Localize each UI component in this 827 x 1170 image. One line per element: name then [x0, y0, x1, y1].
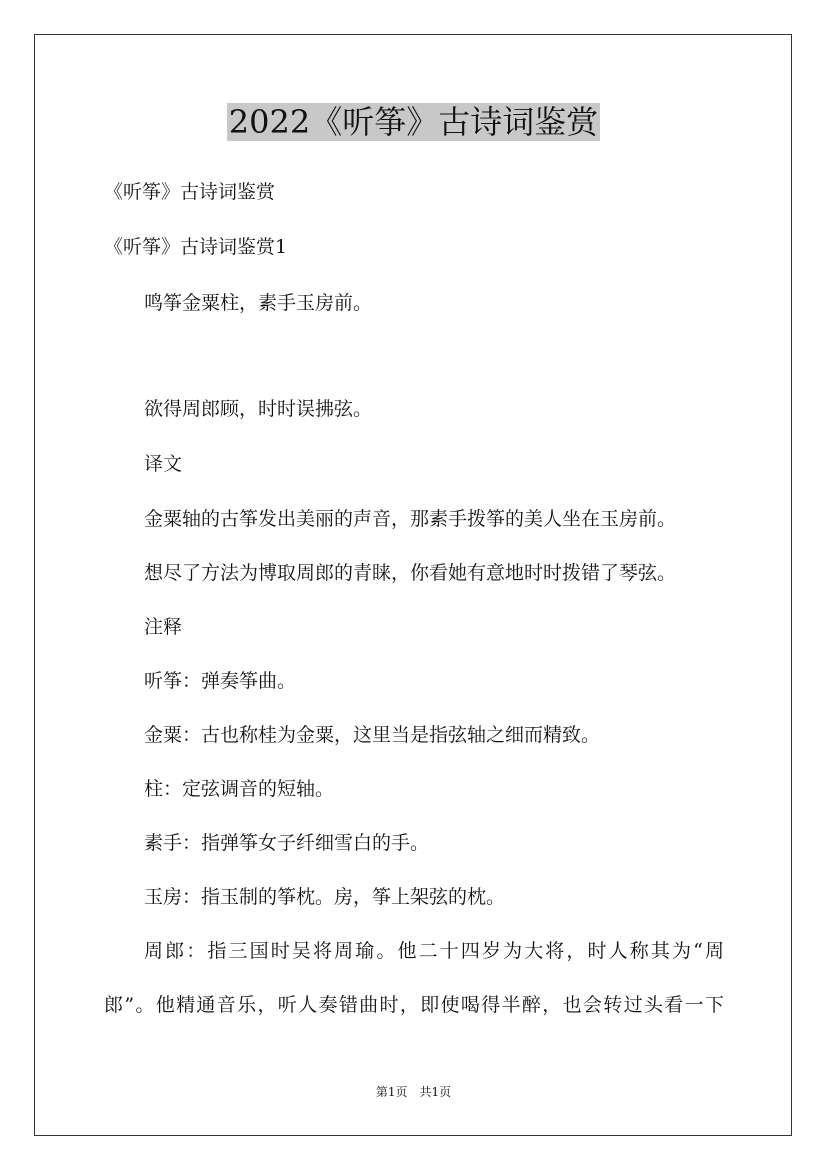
note-line: 听筝：弹奏筝曲。 — [144, 670, 297, 692]
section-heading: 《听筝》古诗词鉴赏1 — [104, 236, 288, 258]
poem-line: 欲得周郎顾，时时误拂弦。 — [144, 398, 373, 420]
note-line: 金粟：古也称桂为金粟，这里当是指弦轴之细而精致。 — [144, 724, 601, 746]
notes-heading: 注释 — [144, 616, 183, 638]
note-line-zhou-lang: 周郎：指三国时吴将周瑜。他二十四岁为大将，时人称其为“周 — [144, 940, 724, 962]
document-subtitle: 《听筝》古诗词鉴赏 — [104, 181, 276, 203]
note-line-zhou-lang-continued: 郎”。他精通音乐，听人奏错曲时，即使喝得半醉，也会转过头看一下 — [104, 994, 724, 1016]
translation-line: 想尽了方法为博取周郎的青睐，你看她有意地时时拨错了琴弦。 — [144, 562, 677, 584]
translation-line: 金粟轴的古筝发出美丽的声音，那素手拨筝的美人坐在玉房前。 — [144, 508, 677, 530]
document-title — [0, 100, 827, 144]
note-line: 柱：定弦调音的短轴。 — [144, 778, 335, 800]
poem-line: 鸣筝金粟柱，素手玉房前。 — [144, 292, 373, 314]
note-line: 玉房：指玉制的筝枕。房，筝上架弦的枕。 — [144, 886, 506, 908]
document-title-text: 2022《听筝》古诗词鉴赏 — [228, 103, 599, 141]
translation-heading: 译文 — [144, 453, 183, 475]
note-line: 素手：指弹筝女子纤细雪白的手。 — [144, 832, 430, 854]
page-footer: 第1页 共1页 — [375, 1085, 452, 1099]
